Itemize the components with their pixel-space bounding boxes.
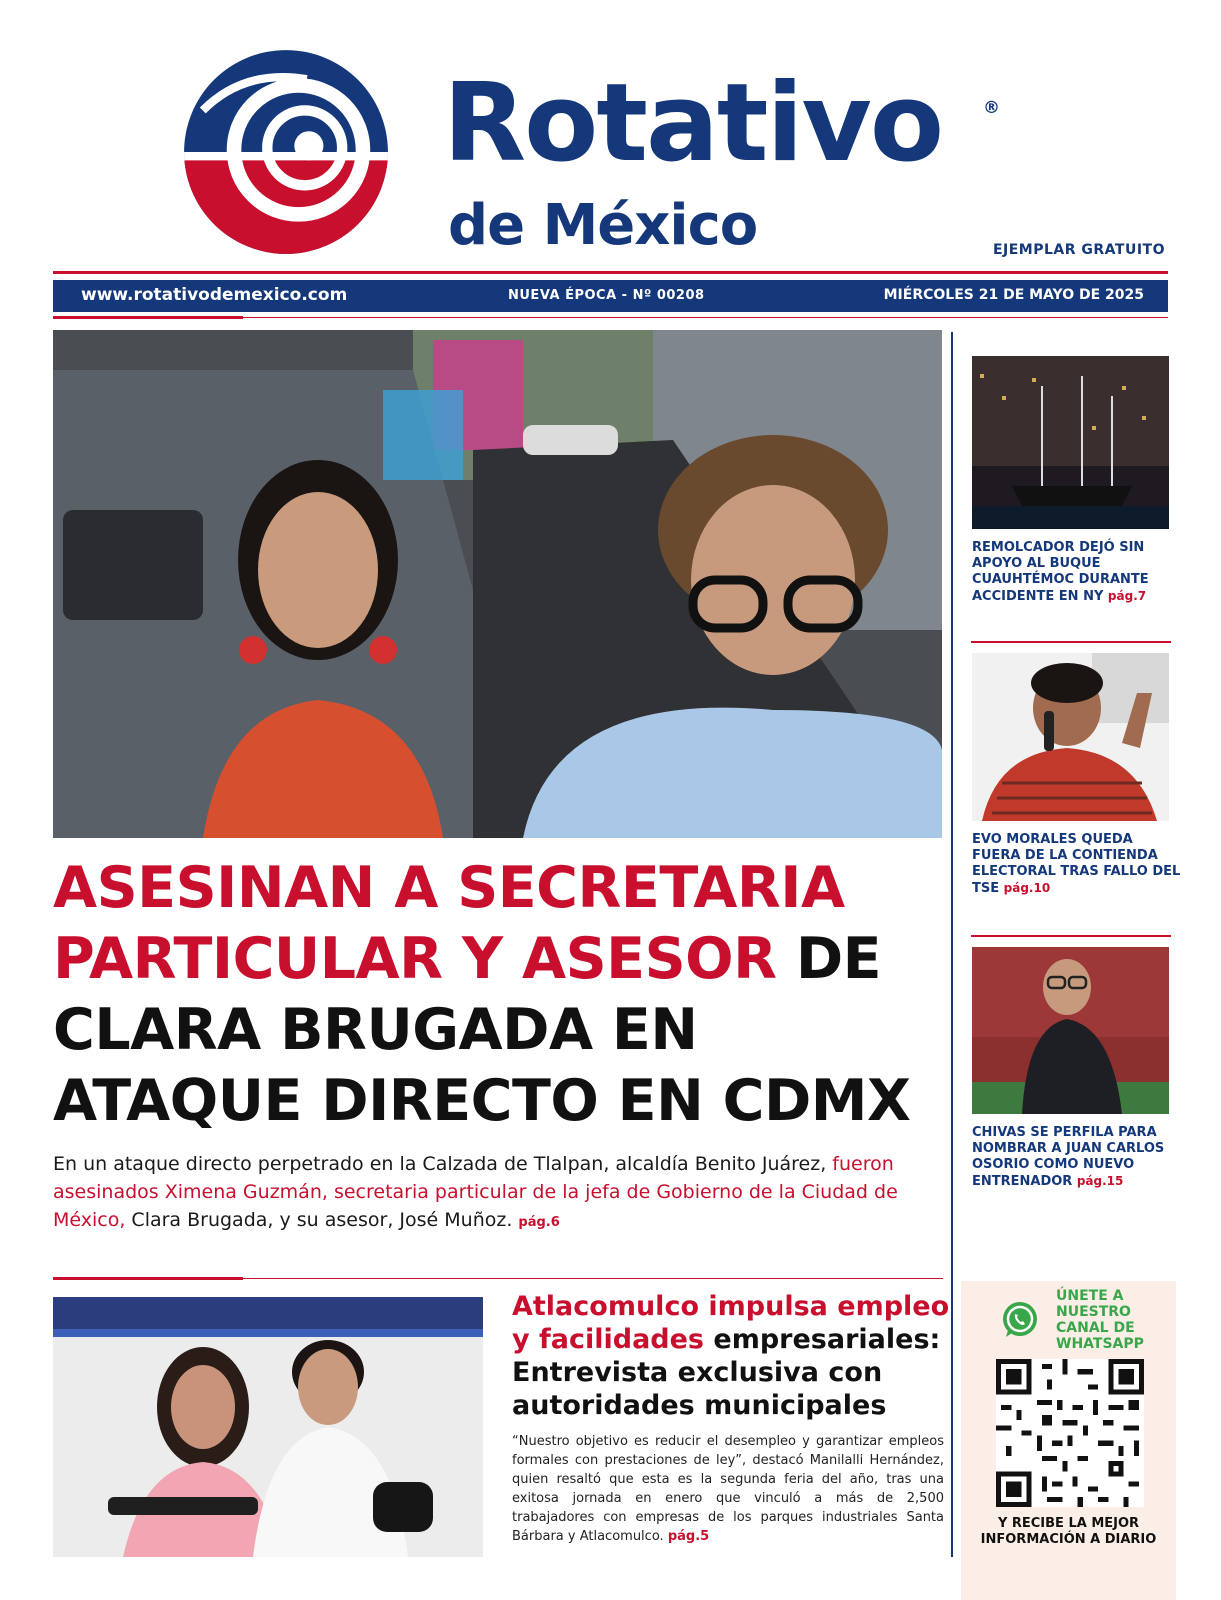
lead-headline-red: ASESINAN A SECRETARIA PARTICULAR Y ASESOR bbox=[53, 855, 845, 992]
sidebar-divider bbox=[971, 641, 1171, 643]
rotativo-logo-icon bbox=[182, 48, 390, 256]
issue-date: MIÉRCOLES 21 DE MAYO DE 2025 bbox=[883, 287, 1144, 303]
secondary-text: “Nuestro objetivo es reducir el desempleo y garantizar empleos formales con prestaciones de ley”, destacó Manilalli Hernández, quien resaltó que esta es la segunda feria del año, tras una exitosa jornada en enero que vinculó a más de 2,500 trabajadores con empresas de los parques industriales Santa Bárbara y Atlacomulco. bbox=[512, 1434, 944, 1544]
sidebar-divider bbox=[971, 935, 1171, 937]
lead-summary bbox=[53, 1150, 943, 1237]
lead-headline[interactable] bbox=[53, 853, 953, 1137]
sidebar-photo-2[interactable] bbox=[972, 653, 1169, 821]
sidebar-headline-3[interactable] bbox=[972, 1125, 1182, 1190]
lead-text-highlight: fueron asesinados Ximena Guzmán, secretaria particular de la jefa de Gobierno de la Ciudad de México, bbox=[53, 1153, 898, 1231]
sidebar-headline-1[interactable] bbox=[972, 540, 1182, 605]
secondary-photo-illustration bbox=[53, 1297, 483, 1557]
sidebar-headline-2[interactable] bbox=[972, 832, 1182, 897]
secondary-page-ref[interactable]: pág.5 bbox=[667, 1529, 710, 1544]
whatsapp-icon bbox=[1000, 1300, 1040, 1340]
brand-subtitle: de México bbox=[448, 193, 758, 258]
sidebar-page-ref[interactable]: pág.15 bbox=[1076, 1174, 1124, 1188]
lead-text-end: Clara Brugada, y su asesor, José Muñoz. bbox=[125, 1209, 519, 1231]
thin-rule bbox=[243, 317, 1168, 318]
section-thin-rule bbox=[243, 1278, 943, 1279]
speaker-photo-illustration bbox=[972, 653, 1169, 821]
sidebar-headline-text: CHIVAS SE PERFILA PARA NOMBRAR A JUAN CARLOS OSORIO COMO NUEVO ENTRENADOR bbox=[972, 1125, 1165, 1189]
section-accent-rule bbox=[53, 1277, 243, 1280]
secondary-headline-red: Atlacomulco impulsa empleo y facilidades bbox=[512, 1291, 950, 1355]
sidebar-page-ref[interactable]: pág.10 bbox=[1003, 881, 1051, 895]
lead-photo-illustration bbox=[53, 330, 942, 838]
secondary-headline-black: empresariales: Entrevista exclusiva con autoridades municipales bbox=[512, 1324, 941, 1421]
sidebar-photo-1[interactable] bbox=[972, 356, 1169, 529]
coach-photo-illustration bbox=[972, 947, 1169, 1114]
masthead-rule bbox=[53, 271, 1168, 274]
sidebar-page-ref[interactable]: pág.7 bbox=[1107, 589, 1147, 603]
accent-rule bbox=[53, 316, 243, 319]
free-copy-label: EJEMPLAR GRATUITO bbox=[992, 242, 1165, 258]
secondary-summary bbox=[512, 1432, 944, 1546]
info-bar bbox=[53, 280, 1168, 312]
brand-name: Rotativo bbox=[443, 61, 943, 186]
qr-code-icon[interactable] bbox=[996, 1359, 1144, 1507]
lead-page-ref[interactable]: pág.6 bbox=[518, 1215, 560, 1230]
ship-photo-illustration bbox=[972, 356, 1169, 529]
sidebar-headline-text: REMOLCADOR DEJÓ SIN APOYO AL BUQUE CUAUHTÉMOC DURANTE ACCIDENTE EN NY bbox=[972, 540, 1149, 604]
whatsapp-footer-text: Y RECIBE LA MEJOR INFORMACIÓN A DIARIO bbox=[980, 1516, 1157, 1547]
whatsapp-cta[interactable]: ÚNETE A NUESTRO CANAL DE WHATSAPP bbox=[1056, 1288, 1144, 1352]
lead-headline-black: DE CLARA BRUGADA EN ATAQUE DIRECTO EN CDMX bbox=[53, 926, 911, 1134]
secondary-photo[interactable] bbox=[53, 1297, 483, 1557]
edition-number: NUEVA ÉPOCA - Nº 00208 bbox=[508, 288, 705, 303]
sidebar-photo-3[interactable] bbox=[972, 947, 1169, 1114]
website-link[interactable]: www.rotativodemexico.com bbox=[81, 285, 348, 305]
lead-photo[interactable] bbox=[53, 330, 942, 838]
sidebar-headline-text: EVO MORALES QUEDA FUERA DE LA CONTIENDA ELECTORAL TRAS FALLO DEL TSE bbox=[972, 832, 1181, 896]
lead-text-start: En un ataque directo perpetrado en la Calzada de Tlalpan, alcaldía Benito Juárez, bbox=[53, 1153, 833, 1175]
secondary-headline[interactable] bbox=[512, 1290, 952, 1422]
registered-mark: ® bbox=[983, 98, 1000, 118]
